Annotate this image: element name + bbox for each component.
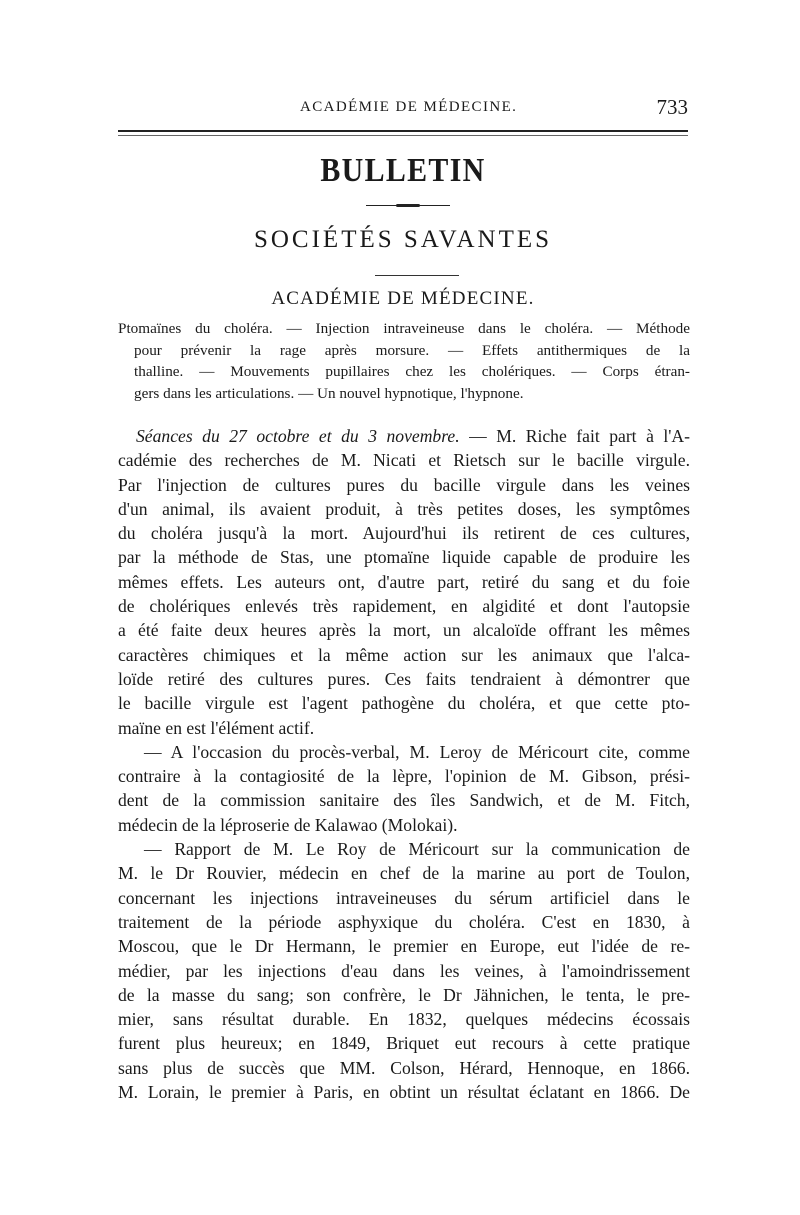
- session-intro: — M. Riche fait part à l'A-: [459, 426, 690, 446]
- body-line: par la méthode de Stas, une ptomaïne liquide capable de produire les: [118, 547, 690, 568]
- header-rule-thin: [118, 135, 688, 136]
- body-line: a été faite deux heures après la mort, un alcaloïde offrant les mêmes: [118, 620, 690, 641]
- body-line: loïde retiré des cultures pures. Ces faits tendraient à démontrer que: [118, 668, 690, 689]
- body-line: médier, par les injections d'eau dans les veines, à l'amoindrissement: [118, 960, 690, 981]
- body-line: d'un animal, ils avaient produit, à très petites doses, les symptômes: [118, 498, 690, 519]
- body-line: sans plus de succès que MM. Colson, Hérard, Hennoque, en 1866.: [118, 1057, 690, 1078]
- body-line: le bacille virgule est l'agent pathogène du choléra, et que cette pto-: [118, 693, 690, 714]
- body-line: du choléra jusqu'à la mort. Aujourd'hui ils retirent de ces cultures,: [118, 523, 690, 544]
- body-line: M. le Dr Rouvier, médecin en chef de la marine au port de Toulon,: [118, 863, 690, 884]
- section-title: ACADÉMIE DE MÉDECINE.: [271, 288, 535, 309]
- summary-line: gers dans les articulations. — Un nouvel hypnotique, l'hypnone.: [134, 384, 524, 402]
- body-line: mêmes effets. Les auteurs ont, d'autre part, retiré du sang et du foie: [118, 571, 690, 592]
- body-line: contraire à la contagiosité de la lèpre, l'opinion de M. Gibson, prési-: [118, 766, 690, 787]
- running-title: ACADÉMIE DE MÉDECINE.: [300, 99, 518, 115]
- running-header: [118, 97, 688, 121]
- body-line: caractères chimiques et la même action sur les animaux que l'alca-: [118, 644, 690, 665]
- summary-line: pour prévenir la rage après morsure. — Effets antithermiques de la: [134, 341, 690, 359]
- session-dates: Séances du 27 octobre et du 3 novembre.: [136, 426, 460, 446]
- summary-block: [118, 318, 690, 404]
- body-line: — Rapport de M. Le Roy de Méricourt sur la communication de: [144, 839, 690, 860]
- body-line: [118, 424, 690, 448]
- body-line: maïne en est l'élément actif.: [118, 717, 315, 738]
- ornament-rule: [366, 204, 450, 208]
- page-number: 733: [656, 95, 688, 119]
- summary-line: thalline. — Mouvements pupillaires chez les cholériques. — Corps étran-: [134, 363, 690, 380]
- body-line: Moscou, que le Dr Hermann, le premier en Europe, eut l'idée de re-: [118, 936, 690, 957]
- body-line: M. Lorain, le premier à Paris, en obtint un résultat éclatant en 1866. De: [118, 1082, 690, 1103]
- section-divider: [375, 275, 459, 276]
- body-line: de cholériques enlevés très rapidement, en algidité et dont l'autopsie: [118, 596, 690, 617]
- bulletin-heading: BULLETIN: [320, 152, 486, 189]
- societes-heading: SOCIÉTÉS SAVANTES: [253, 226, 553, 253]
- body-line: concernant les injections intraveineuses du sérum artificiel dans le: [118, 887, 690, 908]
- body-line: dent de la commission sanitaire des îles Sandwich, et de M. Fitch,: [118, 790, 690, 811]
- body-line: de la masse du sang; son confrère, le Dr Jähnichen, le tenta, le pre-: [118, 984, 690, 1005]
- article-body: [118, 424, 690, 1104]
- body-line: traitement de la période asphyxique du choléra. C'est en 1830, à: [118, 911, 690, 932]
- body-line: Par l'injection de cultures pures du bacille virgule dans les veines: [118, 474, 690, 495]
- body-line: furent plus heureux; en 1849, Briquet eut recours à cette pratique: [118, 1033, 690, 1054]
- body-line: mier, sans résultat durable. En 1832, quelques médecins écossais: [118, 1009, 690, 1030]
- body-line: cadémie des recherches de M. Nicati et Rietsch sur le bacille virgule.: [118, 450, 690, 471]
- body-line: — A l'occasion du procès-verbal, M. Leroy de Méricourt cite, comme: [144, 741, 690, 762]
- summary-line: Ptomaïnes du choléra. — Injection intraveineuse dans le choléra. — Méthode: [118, 320, 690, 337]
- header-rule: [118, 130, 688, 132]
- body-line: médecin de la léproserie de Kalawao (Molokai).: [118, 814, 458, 835]
